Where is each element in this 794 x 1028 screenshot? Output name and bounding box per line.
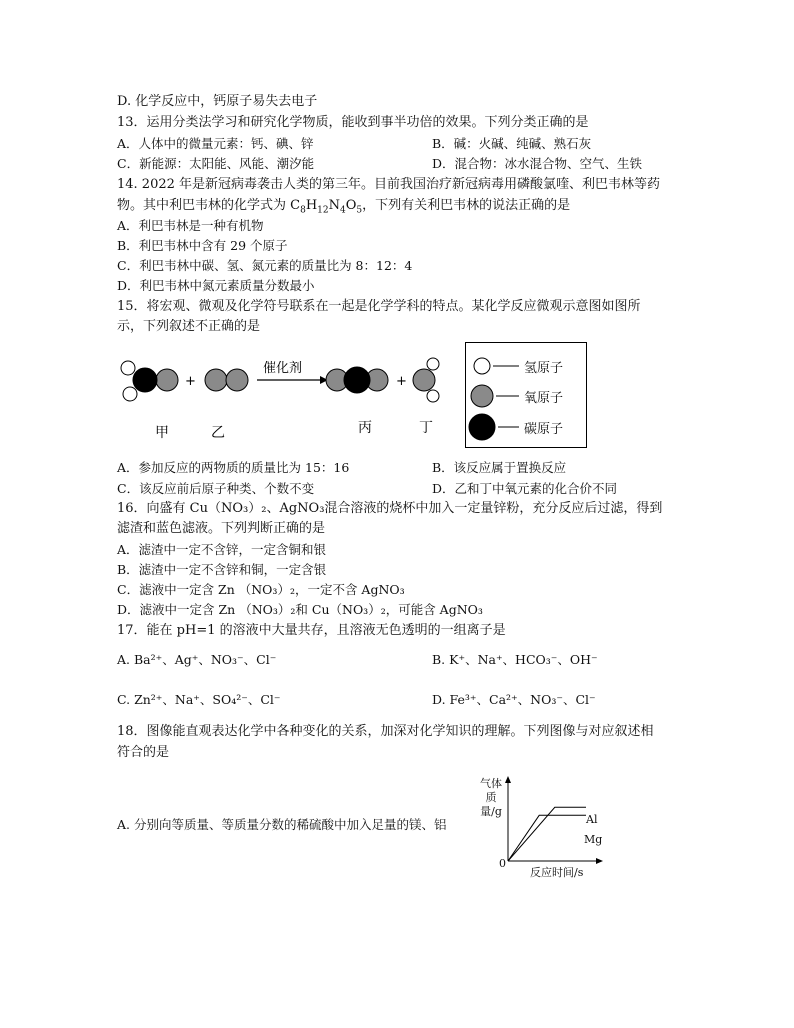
origin-label: 0 [499, 857, 506, 870]
q15-option-c: C．该反应前后原子种类、个数不变 [117, 481, 315, 496]
q16-stem-line2: 滤渣和蓝色滤液。下列判断正确的是 [117, 521, 326, 536]
q17-option-c: C. Zn²⁺、Na⁺、SO₄²⁻、Cl⁻ [117, 692, 281, 707]
label-ding: 丁 [419, 420, 433, 436]
atom-legend [465, 342, 587, 448]
gas-mass-chart [468, 773, 608, 878]
q15-option-b: B．该反应属于置换反应 [432, 460, 567, 475]
label-yi: 乙 [211, 425, 225, 441]
carbon-atom-icon [469, 414, 495, 440]
label-jia: 甲 [155, 425, 169, 441]
q15-stem-line2: 示，下列叙述不正确的是 [117, 319, 261, 334]
oxygen-atom-icon [471, 385, 493, 407]
q13-stem: 13．运用分类法学习和研究化学物质，能收到事半功倍的效果。下列分类正确的是 [117, 115, 589, 130]
q13-option-a: A．人体中的微量元素：钙、碘、锌 [117, 136, 314, 151]
q16-option-c: C．滤液中一定含 Zn （NO₃）₂，一定不含 AgNO₃ [117, 582, 405, 597]
q17-option-b: B. K⁺、Na⁺、HCO₃⁻、OH⁻ [432, 652, 598, 667]
q14-option-c: C．利巴韦林中碳、氢、氮元素的质量比为 8：12：4 [117, 258, 413, 273]
series-line-mg [508, 815, 586, 861]
q17-stem: 17．能在 pH=1 的溶液中大量共存，且溶液无色透明的一组离子是 [117, 623, 506, 638]
legend-carbon: 碳原子 [524, 422, 564, 437]
molecule-bing [326, 367, 388, 393]
q18-option-a: A. 分别向等质量、等质量分数的稀硫酸中加入足量的镁、铝 [117, 817, 447, 832]
label-bing: 丙 [358, 420, 372, 436]
plus-sign-1: + [185, 374, 196, 389]
y-axis-label: 气体质量/g [480, 777, 502, 818]
q14-option-b: B．利巴韦林中含有 29 个原子 [117, 238, 288, 253]
molecule-yi [205, 369, 248, 391]
molecule-jia [121, 361, 178, 401]
q14-option-a: A．利巴韦林是一种有机物 [117, 218, 264, 233]
series-label-al: Al [586, 813, 598, 826]
legend-oxygen: 氧原子 [524, 391, 564, 406]
q14-stem-line1: 14. 2022 年是新冠病毒袭击人类的第三年。目前我国治疗新冠病毒用磷酸氯喹、利巴韦林等药 [117, 177, 661, 192]
q13-option-b: B．碱：火碱、纯碱、熟石灰 [432, 136, 592, 151]
q16-option-d: D．滤液中一定含 Zn （NO₃）₂和 Cu（NO₃）₂，可能含 AgNO₃ [117, 602, 483, 617]
q16-stem-line1: 16．向盛有 Cu（NO₃）₂、AgNO₃混合溶液的烧杯中加入一定量锌粉，充分反应后过滤，得到 [117, 501, 663, 516]
q17-option-a: A. Ba²⁺、Ag⁺、NO₃⁻、Cl⁻ [117, 652, 277, 667]
catalyst-label: 催化剂 [263, 361, 303, 376]
legend-hydrogen: 氢原子 [524, 361, 564, 376]
q13-option-c: C．新能源：太阳能、风能、潮汐能 [117, 156, 315, 171]
plus-sign-2: + [396, 374, 407, 389]
q16-option-b: B．滤渣中一定不含锌和铜，一定含银 [117, 562, 327, 577]
series-label-mg: Mg [584, 833, 603, 846]
q15-option-a: A．参加反应的两物质的质量比为 15：16 [117, 460, 350, 475]
q18-stem-line2: 符合的是 [117, 745, 170, 760]
q14-stem-line2: 物。其中利巴韦林的化学式为 $C_8H_{12}N_4O_5$，下列有关利巴韦林的说法正确的是 [117, 198, 571, 216]
q15-stem-line1: 15．将宏观、微观及化学符号联系在一起是化学学科的特点。某化学反应微观示意图如图所 [117, 299, 641, 314]
q13-option-d: D．混合物：冰水混合物、空气、生铁 [432, 156, 643, 171]
q17-option-d: D. Fe³⁺、Ca²⁺、NO₃⁻、Cl⁻ [432, 692, 596, 707]
molecule-ding [413, 358, 439, 402]
x-axis-label: 反应时间/s [530, 866, 584, 879]
q14-option-d: D．利巴韦林中氮元素质量分数最小 [117, 278, 315, 293]
q12-option-d: D. 化学反应中，钙原子易失去电子 [117, 94, 318, 109]
hydrogen-atom-icon [474, 358, 490, 374]
q15-option-d: D．乙和丁中氧元素的化合价不同 [432, 481, 618, 496]
q16-option-a: A．滤渣中一定不含锌，一定含铜和银 [117, 542, 327, 557]
q18-stem-line1: 18．图像能直观表达化学中各种变化的关系，加深对化学知识的理解。下列图像与对应叙述相 [117, 724, 654, 739]
